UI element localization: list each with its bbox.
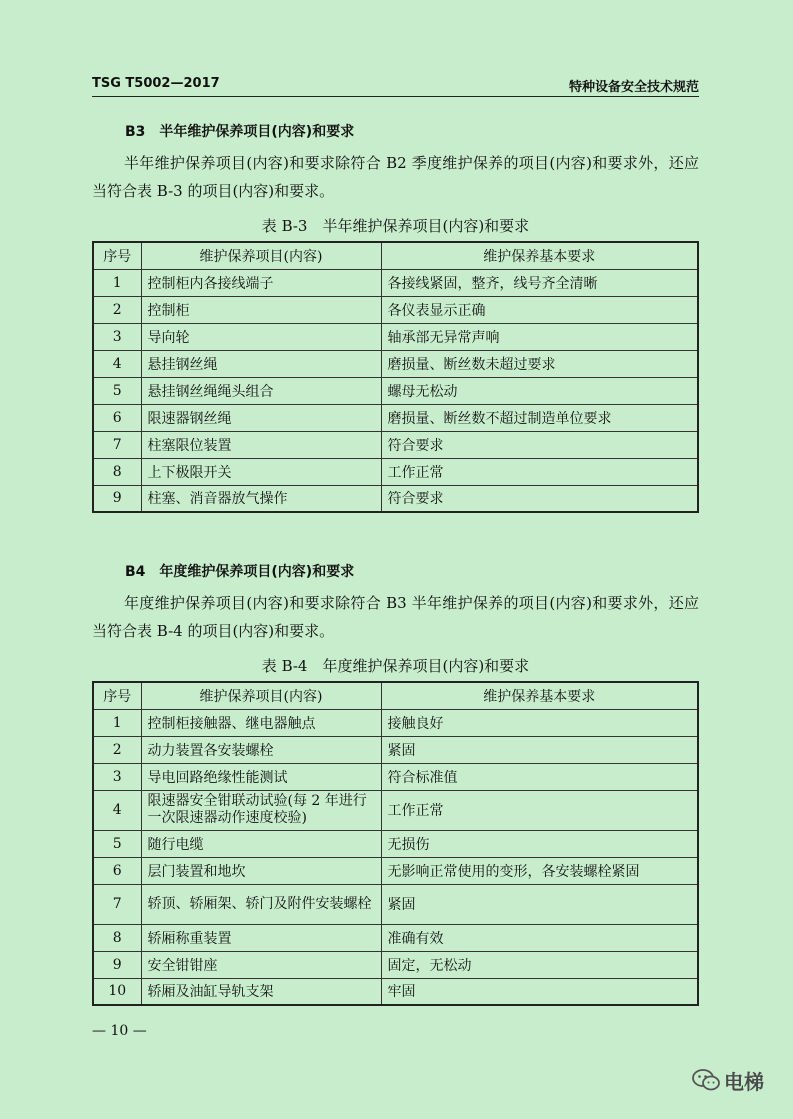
column-header-item: 维护保养项目(内容) (141, 682, 381, 709)
table-row (93, 296, 698, 323)
column-header-requirement: 维护保养基本要求 (381, 682, 698, 709)
row-requirement: 固定，无松动 (381, 951, 698, 978)
row-requirement: 工作正常 (381, 458, 698, 485)
table-row (93, 763, 698, 790)
section-b4-paragraph: 年度维护保养项目(内容)和要求除符合 B3 半年维护保养的项目(内容)和要求外，还应当符合表 B-4 的项目(内容)和要求。 (92, 594, 699, 640)
row-item: 轿厢及油缸导轨支架 (141, 978, 381, 1005)
row-requirement: 紧固 (381, 884, 698, 924)
row-requirement: 磨损量、断丝数未超过要求 (381, 350, 698, 377)
row-number: 6 (93, 404, 141, 431)
row-item: 柱塞、消音器放气操作 (141, 485, 381, 512)
table-b3 (92, 241, 699, 513)
table-b4-caption: 表 B-4 年度维护保养项目(内容)和要求 (261, 657, 530, 675)
column-header-item: 维护保养项目(内容) (141, 242, 381, 269)
table-row (93, 350, 698, 377)
row-requirement: 无影响正常使用的变形，各安装螺栓紧固 (381, 857, 698, 884)
row-requirement: 符合要求 (381, 431, 698, 458)
table-b3-caption: 表 B-3 半年维护保养项目(内容)和要求 (261, 217, 530, 235)
row-requirement: 工作正常 (381, 790, 698, 830)
row-requirement: 轴承部无异常声响 (381, 323, 698, 350)
table-row (93, 857, 698, 884)
row-number: 3 (93, 763, 141, 790)
watermark-label: 电梯 (724, 1070, 764, 1094)
table-row (93, 404, 698, 431)
row-requirement: 紧固 (381, 736, 698, 763)
row-requirement: 螺母无松动 (381, 377, 698, 404)
row-item: 导向轮 (141, 323, 381, 350)
row-requirement: 各接线紧固，整齐，线号齐全清晰 (381, 269, 698, 296)
table-b4 (92, 681, 699, 1006)
row-item: 控制柜 (141, 296, 381, 323)
page-number: — 10 — (92, 1023, 147, 1039)
table-header-row (93, 682, 698, 709)
standard-code: TSG T5002—2017 (92, 76, 220, 91)
table-row (93, 830, 698, 857)
row-item: 限速器钢丝绳 (141, 404, 381, 431)
row-number: 4 (93, 350, 141, 377)
column-header-no: 序号 (93, 242, 141, 269)
row-number: 2 (93, 296, 141, 323)
row-item: 随行电缆 (141, 830, 381, 857)
column-header-no: 序号 (93, 682, 141, 709)
row-item: 悬挂钢丝绳绳头组合 (141, 377, 381, 404)
row-item: 上下极限开关 (141, 458, 381, 485)
row-number: 1 (93, 709, 141, 736)
row-number: 5 (93, 377, 141, 404)
row-number: 8 (93, 924, 141, 951)
table-row (93, 951, 698, 978)
row-item: 安全钳钳座 (141, 951, 381, 978)
table-row (93, 736, 698, 763)
section-b4-heading: B4 年度维护保养项目(内容)和要求 (125, 564, 355, 580)
row-item: 导电回路绝缘性能测试 (141, 763, 381, 790)
row-number: 1 (93, 269, 141, 296)
row-number: 7 (93, 431, 141, 458)
row-item: 层门装置和地坎 (141, 857, 381, 884)
section-b3-paragraph: 半年维护保养项目(内容)和要求除符合 B2 季度维护保养的项目(内容)和要求外，还应当符合表 B-3 的项目(内容)和要求。 (92, 154, 699, 200)
row-item: 轿厢称重装置 (141, 924, 381, 951)
row-requirement: 接触良好 (381, 709, 698, 736)
column-header-requirement: 维护保养基本要求 (381, 242, 698, 269)
row-item: 悬挂钢丝绳 (141, 350, 381, 377)
row-requirement: 牢固 (381, 978, 698, 1005)
row-item: 轿顶、轿厢架、轿门及附件安装螺栓 (141, 884, 381, 924)
row-number: 2 (93, 736, 141, 763)
table-row (93, 790, 698, 830)
table-row (93, 377, 698, 404)
row-item: 柱塞限位装置 (141, 431, 381, 458)
row-number: 10 (93, 978, 141, 1005)
spec-title: 特种设备安全技术规范 (568, 80, 699, 95)
row-number: 9 (93, 951, 141, 978)
row-requirement: 符合要求 (381, 485, 698, 512)
table-row (93, 709, 698, 736)
row-number: 8 (93, 458, 141, 485)
page-header (92, 74, 699, 97)
row-requirement: 符合标准值 (381, 763, 698, 790)
row-item: 控制柜内各接线端子 (141, 269, 381, 296)
section-b3-heading: B3 半年维护保养项目(内容)和要求 (125, 124, 355, 140)
row-number: 4 (93, 790, 141, 830)
row-number: 9 (93, 485, 141, 512)
table-header-row (93, 242, 698, 269)
table-row (93, 458, 698, 485)
wechat-icon (692, 1068, 720, 1092)
table-row (93, 924, 698, 951)
table-row (93, 269, 698, 296)
row-requirement: 磨损量、断丝数不超过制造单位要求 (381, 404, 698, 431)
row-number: 3 (93, 323, 141, 350)
table-row (93, 431, 698, 458)
row-number: 5 (93, 830, 141, 857)
row-requirement: 无损伤 (381, 830, 698, 857)
row-requirement: 准确有效 (381, 924, 698, 951)
row-number: 6 (93, 857, 141, 884)
table-row (93, 323, 698, 350)
row-item: 动力装置各安装螺栓 (141, 736, 381, 763)
row-item: 限速器安全钳联动试验(每 2 年进行一次限速器动作速度校验) (141, 790, 381, 830)
row-requirement: 各仪表显示正确 (381, 296, 698, 323)
row-item: 控制柜接触器、继电器触点 (141, 709, 381, 736)
row-number: 7 (93, 884, 141, 924)
table-row (93, 485, 698, 512)
table-row (93, 978, 698, 1005)
table-row (93, 884, 698, 924)
